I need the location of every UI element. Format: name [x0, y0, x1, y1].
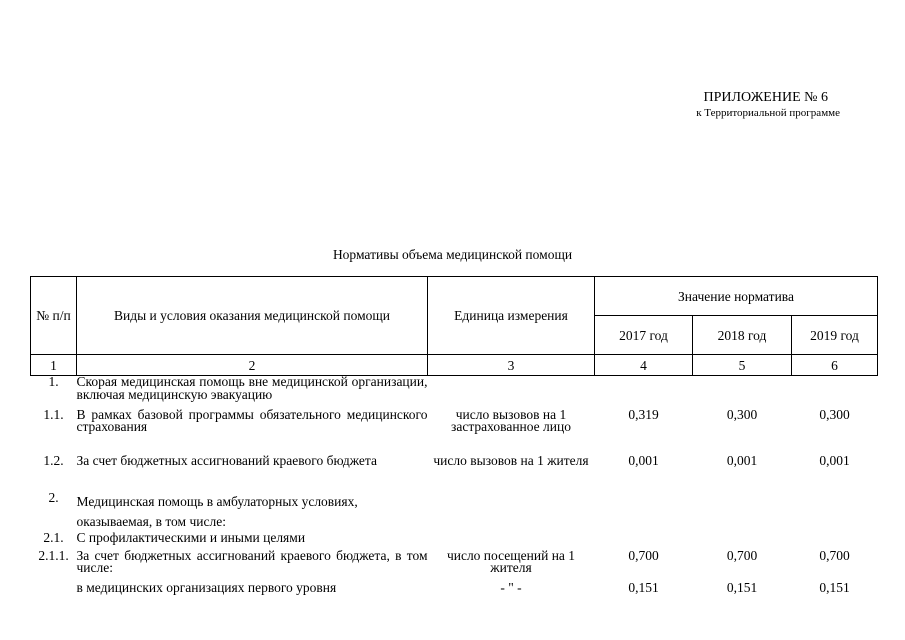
row-value-2019 — [792, 485, 878, 532]
norms-table — [30, 276, 878, 602]
row-value-2019 — [792, 376, 878, 409]
row-value-2017: 0,001 — [628, 452, 659, 468]
row-value-2018 — [693, 532, 792, 550]
header-unit: Единица измерения — [428, 277, 595, 355]
table-row — [31, 485, 878, 532]
column-index: 5 — [693, 355, 792, 376]
row-name: С профилактическими и иными целями — [76, 529, 306, 545]
row-value-2018: 0,001 — [726, 452, 758, 468]
row-num: 1.2. — [43, 452, 64, 468]
table-row — [31, 550, 878, 582]
column-index: 3 — [428, 355, 595, 376]
row-value-2017 — [595, 485, 693, 532]
row-num — [31, 582, 77, 602]
row-unit — [428, 376, 595, 409]
row-value-2018: 0,300 — [726, 406, 758, 422]
row-value-2019: 0,151 — [819, 579, 850, 595]
row-name: Медицинская помощь в амбулаторных условиях, оказываемая, в том числе: — [76, 493, 358, 529]
row-unit: - " - — [500, 579, 522, 595]
column-index: 4 — [595, 355, 693, 376]
row-value-2018 — [693, 485, 792, 532]
column-index: 6 — [792, 355, 878, 376]
column-index: 2 — [77, 355, 428, 376]
row-name: в медицинских организациях первого уровня — [76, 579, 337, 595]
row-value-2018: 0,151 — [726, 579, 758, 595]
appendix-subtitle: к Территориальной программе — [696, 107, 840, 119]
header-year: 2018 год — [693, 316, 792, 355]
row-value-2017: 0,319 — [628, 406, 659, 422]
table-row — [31, 409, 878, 455]
row-value-2017 — [595, 376, 693, 409]
row-name: За счет бюджетных ассигнований краевого бюджета, в том числе: — [76, 547, 428, 575]
header-year: 2017 год — [595, 316, 693, 355]
row-value-2019: 0,001 — [819, 452, 850, 468]
row-name: Скорая медицинская помощь вне медицинской организации, включая медицинскую эвакуацию — [76, 374, 428, 402]
row-unit: число вызовов на 1 застрахованное лицо — [451, 406, 571, 434]
row-name: За счет бюджетных ассигнований краевого бюджета — [76, 452, 377, 468]
table-row — [31, 376, 878, 409]
row-unit: число вызовов на 1 жителя — [433, 452, 589, 468]
row-value-2017: 0,151 — [628, 579, 659, 595]
row-num: 2. — [48, 489, 59, 505]
row-num: 1.1. — [43, 406, 64, 422]
header-year: 2019 год — [792, 316, 878, 355]
row-value-2019: 0,700 — [819, 547, 850, 563]
row-value-2019 — [792, 532, 878, 550]
row-value-2017 — [595, 532, 693, 550]
header-num: № п/п — [31, 277, 77, 355]
row-num: 2.1.1. — [38, 547, 69, 563]
row-name: В рамках базовой программы обязательного медицинского страхования — [76, 406, 428, 434]
row-value-2017: 0,700 — [628, 547, 659, 563]
column-index: 1 — [31, 355, 77, 376]
table-row — [31, 455, 878, 485]
table-row — [31, 582, 878, 602]
row-value-2019: 0,300 — [819, 406, 850, 422]
table-row — [31, 532, 878, 550]
document-title: Нормативы объема медицинской помощи — [332, 247, 573, 262]
row-num: 2.1. — [43, 529, 64, 545]
header-type: Виды и условия оказания медицинской помощи — [77, 277, 428, 355]
row-num: 1. — [48, 374, 59, 389]
header-value-group: Значение норматива — [595, 277, 878, 316]
row-value-2018 — [693, 376, 792, 409]
appendix-block — [600, 89, 840, 120]
row-unit — [428, 485, 595, 532]
row-value-2018: 0,700 — [726, 547, 758, 563]
row-unit: число посещений на 1 жителя — [446, 547, 576, 575]
appendix-title: ПРИЛОЖЕНИЕ № 6 — [703, 90, 828, 105]
row-unit — [428, 532, 595, 550]
